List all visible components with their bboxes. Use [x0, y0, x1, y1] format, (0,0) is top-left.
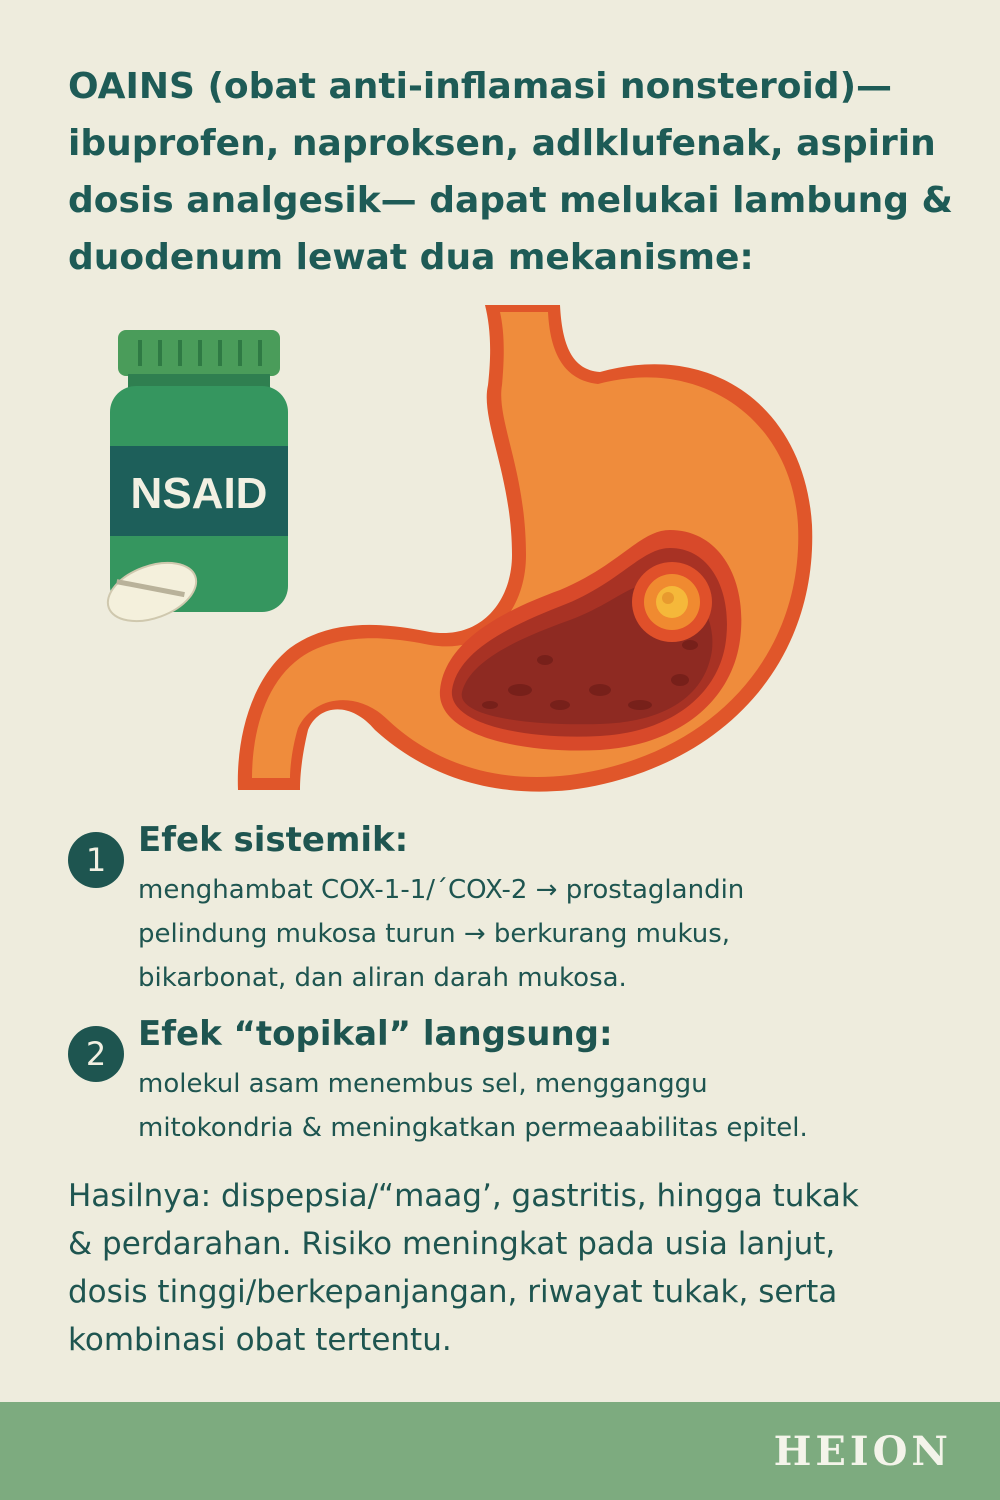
illustration	[0, 290, 1000, 810]
title-line-1: OAINS (obat anti-inflamasi nonsteroid)—	[68, 66, 893, 107]
result-line: Hasilnya: dispepsia/“maag’, gastritis, hingga tukak	[68, 1178, 859, 1214]
step-2-heading: Efek “topikal” langsung:	[138, 1014, 613, 1054]
step-2-body	[138, 1062, 938, 1150]
title-line-4: duodenum lewat dua mekanisme:	[68, 237, 754, 278]
step-1-number-badge: 1	[68, 832, 124, 888]
brand-logo: HEION	[773, 1428, 952, 1475]
step-1-body	[138, 868, 938, 1000]
step-2-number-badge: 2	[68, 1026, 124, 1082]
footer-bar	[0, 1402, 1000, 1500]
result-line: dosis tinggi/berkepanjangan, riwayat tukak, serta	[68, 1274, 838, 1310]
step-1-line: pelindung mukosa turun → berkurang mukus,	[138, 919, 731, 949]
step-1-line: menghambat COX-1-1/´COX-2 → prostaglandin	[138, 875, 745, 905]
result-paragraph	[68, 1172, 968, 1364]
ulcer-icon	[632, 562, 712, 642]
step-1-heading: Efek sistemik:	[138, 820, 409, 860]
page-title	[68, 58, 968, 286]
result-line: & perdarahan. Risiko meningkat pada usia lanjut,	[68, 1226, 836, 1262]
result-line: kombinasi obat tertentu.	[68, 1322, 452, 1358]
stomach-icon	[238, 305, 812, 792]
step-1-line: bikarbonat, dan aliran darah mukosa.	[138, 963, 627, 993]
step-2-line: molekul asam menembus sel, mengganggu	[138, 1069, 708, 1099]
bottle-label: NSAID	[130, 469, 268, 518]
title-line-2: ibuprofen, naproksen, adlklufenak, aspirin	[68, 123, 936, 164]
step-2-line: mitokondria & meningkatkan permeaabilitas epitel.	[138, 1113, 808, 1143]
title-line-3: dosis analgesik— dapat melukai lambung &	[68, 180, 953, 221]
